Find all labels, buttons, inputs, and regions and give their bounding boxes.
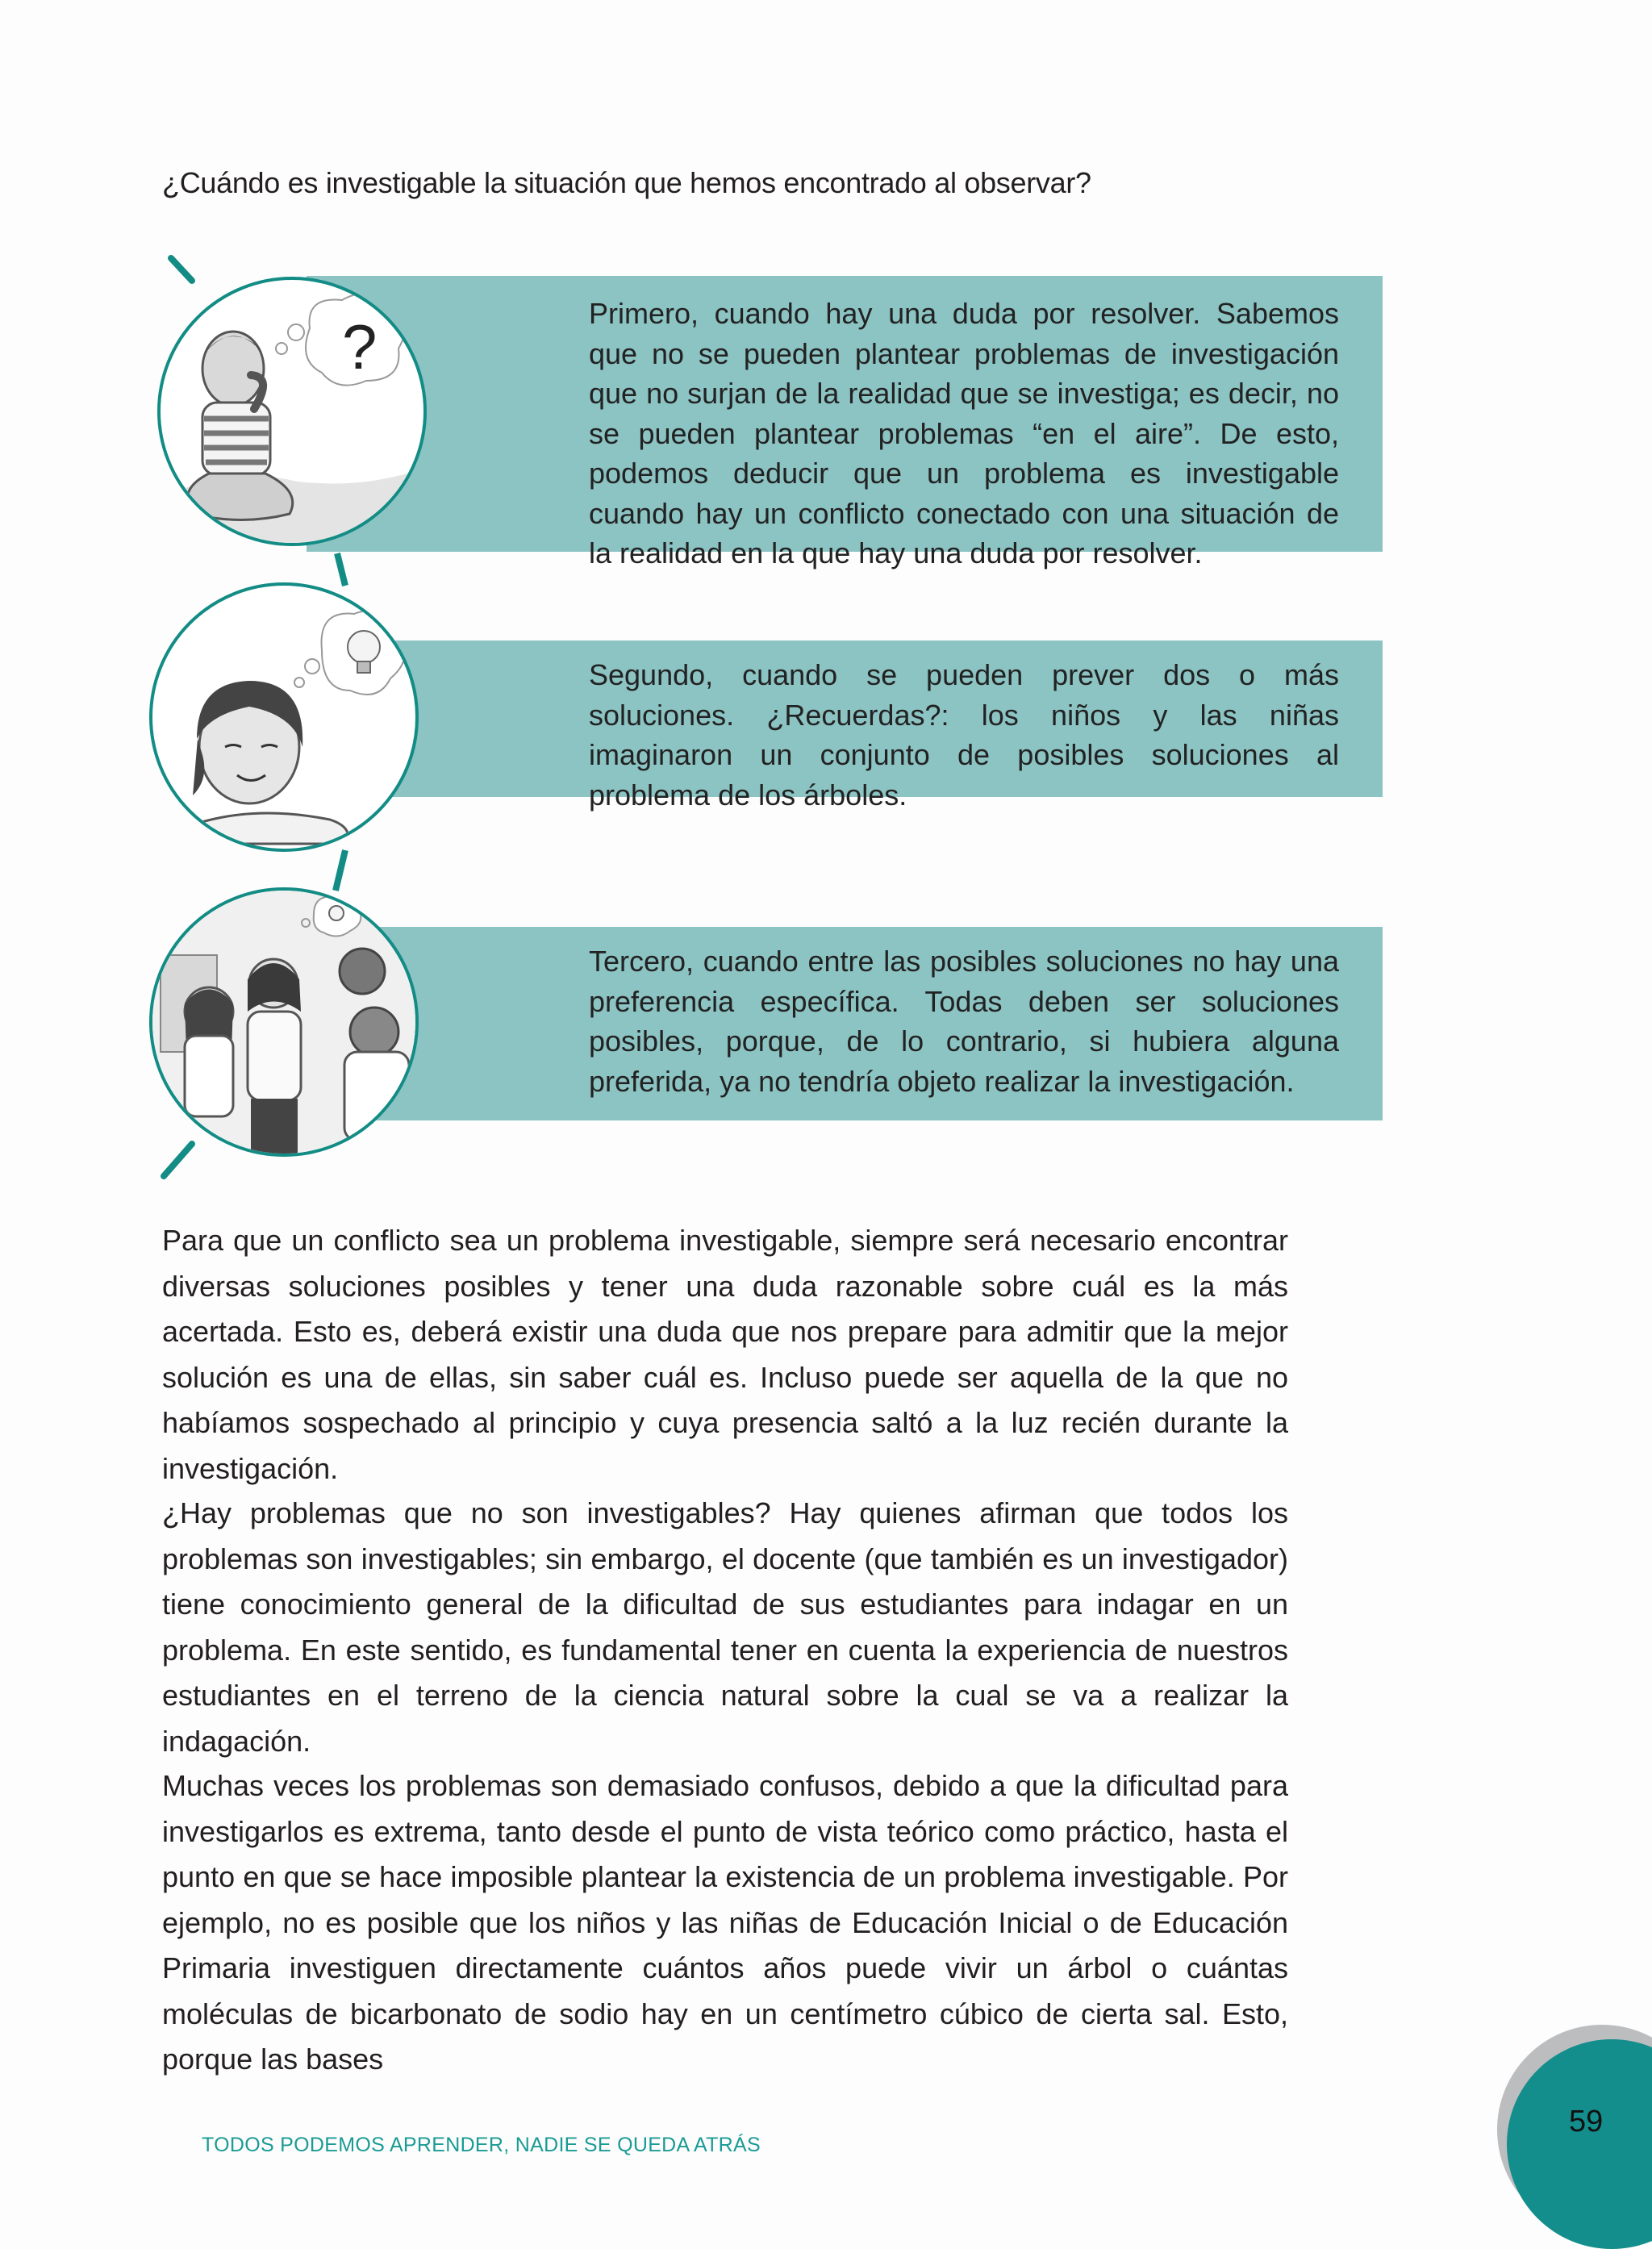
illustration-children-discussing — [149, 887, 419, 1157]
criterion-card-3 — [307, 927, 1383, 1120]
page-number: 59 — [1569, 2105, 1604, 2138]
illustration-girl-idea — [149, 582, 419, 852]
criterion-text-2: Segundo, cuando se pueden prever dos o más soluciones. ¿Recuerdas?: los niños y las niñas imaginaron un conjunto de posibles soluciones al problema de los árboles. — [589, 658, 1339, 812]
paragraph-3: Muchas veces los problemas son demasiado confusos, debido a que la dificultad para investigarlos es extrema, tanto desde el punto de vista teórico como práctico, hasta el punto en que se hace imposible plantear la existencia de un problema investigable. Por ejemplo, no es posible que los niños y las niñas de Educación Inicial o de Educación Primaria investiguen directamente cuántos años puede vivir un árbol o cuántas moléculas de bicarbonato de sodio hay en un centímetro cúbico de cierta sal. Esto, porque las bases — [162, 1769, 1288, 2076]
paragraph-1: Para que un conflicto sea un problema investigable, siempre será necesario encontrar diversas soluciones posibles y tener una duda razonable sobre cuál es la más acertada. Esto es, deberá existir una duda que nos prepare para admitir que la mejor solución es una de ellas, sin saber cuál es. Incluso puede ser aquella de la que no habíamos sospechado al principio y cuya presencia saltó a la luz recién durante la investigación. — [162, 1224, 1288, 1485]
illustration-boy-thinking — [157, 277, 427, 546]
paragraph-2: ¿Hay problemas que no son investigables? Hay quienes afirman que todos los problemas son investigables; sin embargo, el docente (que también es un investigador) tiene conocimiento general de la dificultad de sus estudiantes para indagar en un problema. En este sentido, es fundamental tener en cuenta la experiencia de nuestros estudiantes en el terreno de la ciencia natural sobre la cual se va a realizar la indagación. — [162, 1496, 1288, 1758]
criterion-text-1: Primero, cuando hay una duda por resolver. Sabemos que no se pueden plantear problemas de investigación que no surjan de la realidad que se investiga; es decir, no se pueden plantear problemas “en el aire”. De esto, podemos deducir que un problema es investigable cuando hay un conflicto conectado con una situación de la realidad en la que hay una duda por resolver. — [589, 297, 1339, 570]
question-heading: ¿Cuándo es investigable la situación que hemos encontrado al observar? — [162, 166, 1091, 199]
footer-slogan: TODOS PODEMOS APRENDER, NADIE SE QUEDA ATRÁS — [202, 2134, 761, 2156]
question-mark-icon: ? — [342, 311, 378, 382]
lightbulb-small-icon — [329, 906, 344, 920]
criterion-text-3: Tercero, cuando entre las posibles soluciones no hay una preferencia específica. Todas deben ser soluciones posibles, porque, de lo contrario, si hubiera alguna preferida, ya no tendría objeto realizar la investigación. — [589, 945, 1339, 1098]
criterion-card-1 — [307, 276, 1383, 570]
criterion-card-2 — [307, 640, 1383, 812]
